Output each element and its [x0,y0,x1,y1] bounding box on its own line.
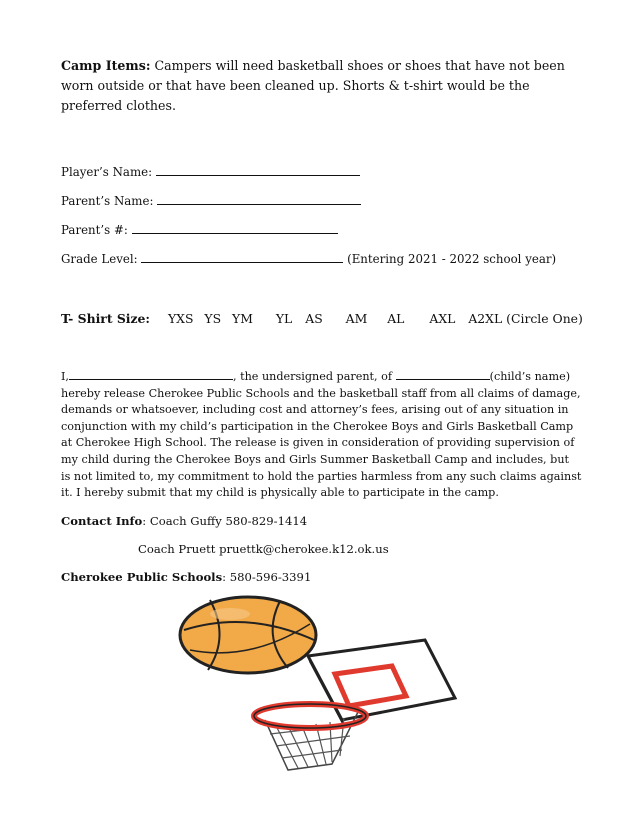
camp-items-line1: Campers will need basketball shoes or shoes that have not been [150,58,565,73]
camp-items-line3: preferred clothes. [61,98,176,113]
release-line1-end: (child’s name) [489,370,571,383]
grade-level-note: (Entering 2021 - 2022 school year) [347,252,557,266]
shirt-size-option[interactable]: YS [204,311,222,326]
parent-phone-label: Parent’s #: [61,223,128,237]
parent-name-field [61,193,361,209]
parent-name-label: Parent’s Name: [61,194,154,208]
release-line1-middle: , the undersigned parent, of [232,370,393,383]
schools-phone: : 580-596-3391 [222,570,312,584]
player-name-blank[interactable] [156,164,360,176]
shirt-size-option[interactable]: AXL [429,311,456,326]
coach-pruett-contact: Coach Pruett pruettk@cherokee.k12.ok.us [138,542,389,556]
parent-phone-field [61,222,338,238]
release-line1-start: I, [61,370,69,383]
release-line7: is not limited to, my commitment to hold the parties harmless from any such claims against [61,469,582,483]
contact-info-line [61,514,307,528]
grade-level-field [61,251,556,267]
release-line6: my child during the Cherokee Boys and Girls Summer Basketball Camp and includes, but [61,452,570,466]
ball-body [180,597,316,673]
release-line5: at Cherokee High School. The release is given in consideration of providing supervision of [61,436,575,450]
basketball-icon [180,597,316,673]
camp-items-label: Camp Items: [61,58,151,73]
parent-signature-blank[interactable] [69,368,233,380]
release-line8: it. I hereby submit that my child is physically able to participate in the camp. [61,486,499,500]
camp-items-paragraph [61,56,581,116]
player-name-field [61,164,360,180]
release-paragraph [61,368,581,502]
schools-contact-line [61,570,311,584]
grade-level-blank[interactable] [141,251,343,263]
parent-name-blank[interactable] [157,193,361,205]
camp-items-line2: worn outside or that have been cleaned up. Shorts & t-shirt would be the [61,78,530,93]
shirt-size-row [61,311,583,326]
coach-guffy-contact: : Coach Guffy 580-829-1414 [142,514,308,528]
shirt-size-option[interactable]: AS [305,311,323,326]
shirt-size-option[interactable]: AM [345,311,368,326]
shirt-size-option[interactable]: YM [232,311,253,326]
release-line2: hereby release Cherokee Public Schools and the basketball staff from all claims of damage, [61,386,581,400]
schools-label: Cherokee Public Schools [61,570,223,584]
shirt-size-option[interactable]: YL [275,311,293,326]
shirt-size-option[interactable]: A2XL [468,311,503,326]
release-line3: demands or whatsoever, including cost and attorney’s fees, arising out of any situation in [61,403,569,417]
child-name-blank[interactable] [396,368,490,380]
contact-info-label: Contact Info [61,514,143,528]
basketball-hoop-illustration [170,592,470,777]
parent-phone-blank[interactable] [132,222,338,234]
shirt-size-note: (Circle One) [506,311,583,326]
backboard-icon [308,640,455,726]
shirt-size-option[interactable]: AL [387,311,405,326]
release-line1 [61,368,581,386]
grade-level-label: Grade Level: [61,252,138,266]
player-name-label: Player’s Name: [61,165,153,179]
shirt-size-label: T- Shirt Size: [61,311,151,326]
shirt-size-option[interactable]: YXS [167,311,194,326]
release-line4: conjunction with my child’s participation in the Cherokee Boys and Girls Basketball Camp [61,419,574,433]
